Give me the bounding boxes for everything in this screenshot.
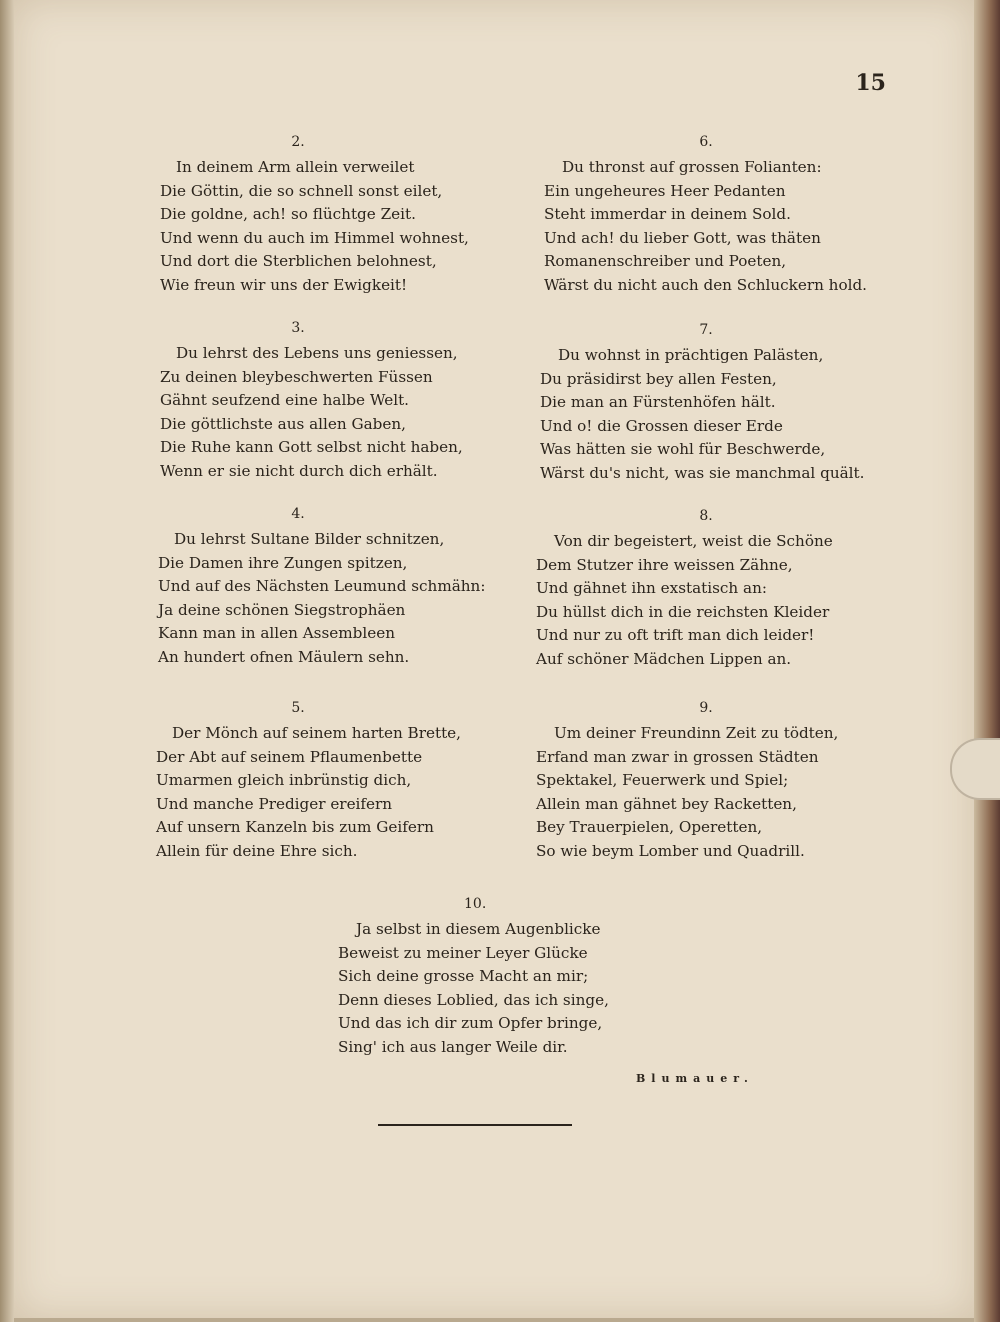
stanza-number: 4.	[291, 506, 305, 522]
stanza-number: 10.	[464, 896, 487, 912]
verse-line: Romanenschreiber und Poeten,	[544, 252, 787, 271]
verse-line: Umarmen gleich inbrünstig dich,	[156, 771, 412, 790]
stanza-number: 8.	[699, 508, 713, 524]
verse-line: Allein man gähnet bey Racketten,	[536, 794, 797, 813]
verse-line: Allein für deine Ehre sich.	[156, 841, 358, 860]
stanza-number: 3.	[291, 320, 305, 336]
verse-line: Sich deine grosse Macht an mir;	[338, 967, 589, 986]
stanza-6	[536, 134, 876, 298]
stanza-4	[138, 506, 486, 670]
stanza-number: 2.	[291, 134, 305, 150]
verse-line: Auf unsern Kanzeln bis zum Geifern	[156, 818, 434, 837]
verse-line: Wärst du nicht auch den Schluckern hold.	[544, 275, 868, 294]
verse-line: Du thronst auf grossen Folianten:	[562, 158, 822, 176]
verse-line: Die Damen ihre Zungen spitzen,	[158, 553, 408, 572]
verse-line: Du hüllst dich in die reichsten Kleider	[536, 602, 830, 621]
verse-line: Und o! die Grossen dieser Erde	[540, 416, 783, 435]
page-tab	[950, 738, 1000, 800]
verse-line: Die Ruhe kann Gott selbst nicht haben,	[160, 438, 463, 457]
verse-line: Auf schöner Mädchen Lippen an.	[536, 649, 792, 668]
verse-line: Du lehrst des Lebens uns geniessen,	[176, 344, 458, 362]
verse-line: Dem Stutzer ihre weissen Zähne,	[536, 555, 793, 574]
verse-line: Die Göttin, die so schnell sonst eilet,	[160, 181, 443, 200]
verse-line: Ein ungeheures Heer Pedanten	[544, 181, 786, 200]
stanza-number: 5.	[291, 700, 305, 716]
stanza-3	[138, 320, 463, 484]
verse-line: Die man an Fürstenhöfen hält.	[540, 393, 776, 412]
verse-line: Die goldne, ach! so flüchtge Zeit.	[160, 205, 416, 224]
verse-line: Gähnt seufzend eine halbe Welt.	[160, 391, 410, 410]
stanza-number: 6.	[699, 134, 713, 150]
verse-line: Steht immerdar in deinem Sold.	[544, 205, 791, 224]
verse-line: Der Mönch auf seinem harten Brette,	[172, 724, 461, 742]
verse-line: Wenn er sie nicht durch dich erhält.	[160, 461, 438, 480]
stanza-8	[536, 508, 876, 672]
verse-line: Kann man in allen Assembleen	[158, 624, 395, 643]
verse-line: Zu deinen bleybeschwerten Füssen	[160, 367, 433, 386]
book-gutter	[0, 0, 14, 1322]
stanza-10	[338, 896, 668, 1060]
verse-line: Beweist zu meiner Leyer Glücke	[338, 943, 588, 962]
verse-line: Du präsidirst bey allen Festen,	[540, 369, 777, 388]
verse-line: Du lehrst Sultane Bilder schnitzen,	[174, 530, 445, 548]
verse-line: Bey Trauerpielen, Operetten,	[536, 818, 763, 837]
stanza-5	[138, 700, 461, 864]
verse-line: Und nur zu oft trift man dich leider!	[536, 626, 815, 645]
verse-line: Von dir begeistert, weist die Schöne	[554, 532, 833, 550]
closing-rule	[378, 1124, 572, 1126]
verse-line: Ja deine schönen Siegstrophäen	[158, 600, 406, 619]
verse-line: Und dort die Sterblichen belohnest,	[160, 252, 437, 271]
verse-line: Was hätten sie wohl für Beschwerde,	[540, 440, 826, 459]
stanza-2	[138, 134, 469, 298]
verse-line: Erfand man zwar in grossen Städten	[536, 747, 819, 766]
book-page	[14, 0, 974, 1318]
page-number: 15	[855, 70, 886, 96]
verse-line: Die göttlichste aus allen Gaben,	[160, 414, 406, 433]
stanza-number: 7.	[699, 322, 713, 338]
verse-line: Spektakel, Feuerwerk und Spiel;	[536, 771, 789, 790]
stanza-7	[536, 322, 876, 486]
verse-line: Der Abt auf seinem Pflaumenbette	[156, 747, 423, 766]
verse-line: Um deiner Freundinn Zeit zu tödten,	[554, 724, 839, 742]
stanza-9	[536, 700, 876, 864]
stanza-number: 9.	[699, 700, 713, 716]
verse-line: Sing' ich aus langer Weile dir.	[338, 1037, 568, 1056]
verse-line: In deinem Arm allein verweilet	[176, 158, 415, 176]
book-edge	[974, 0, 1000, 1322]
verse-line: An hundert ofnen Mäulern sehn.	[158, 647, 410, 666]
verse-line: Denn dieses Loblied, das ich singe,	[338, 990, 609, 1009]
verse-line: Wärst du's nicht, was sie manchmal quält.	[540, 463, 865, 482]
verse-line: Ja selbst in diesem Augenblicke	[356, 920, 601, 938]
verse-line: Und wenn du auch im Himmel wohnest,	[160, 228, 469, 247]
verse-line: Und manche Prediger ereifern	[156, 794, 393, 813]
verse-line: Wie freun wir uns der Ewigkeit!	[160, 275, 408, 294]
verse-line: Und gähnet ihn exstatisch an:	[536, 579, 767, 598]
verse-line: Und auf des Nächsten Leumund schmähn:	[158, 577, 486, 596]
verse-line: Und ach! du lieber Gott, was thäten	[544, 228, 821, 247]
verse-line: So wie beym Lomber und Quadrill.	[536, 841, 805, 860]
author-signature: Blumauer.	[636, 1072, 754, 1085]
verse-line: Du wohnst in prächtigen Palästen,	[558, 346, 824, 364]
verse-line: Und das ich dir zum Opfer bringe,	[338, 1014, 603, 1033]
